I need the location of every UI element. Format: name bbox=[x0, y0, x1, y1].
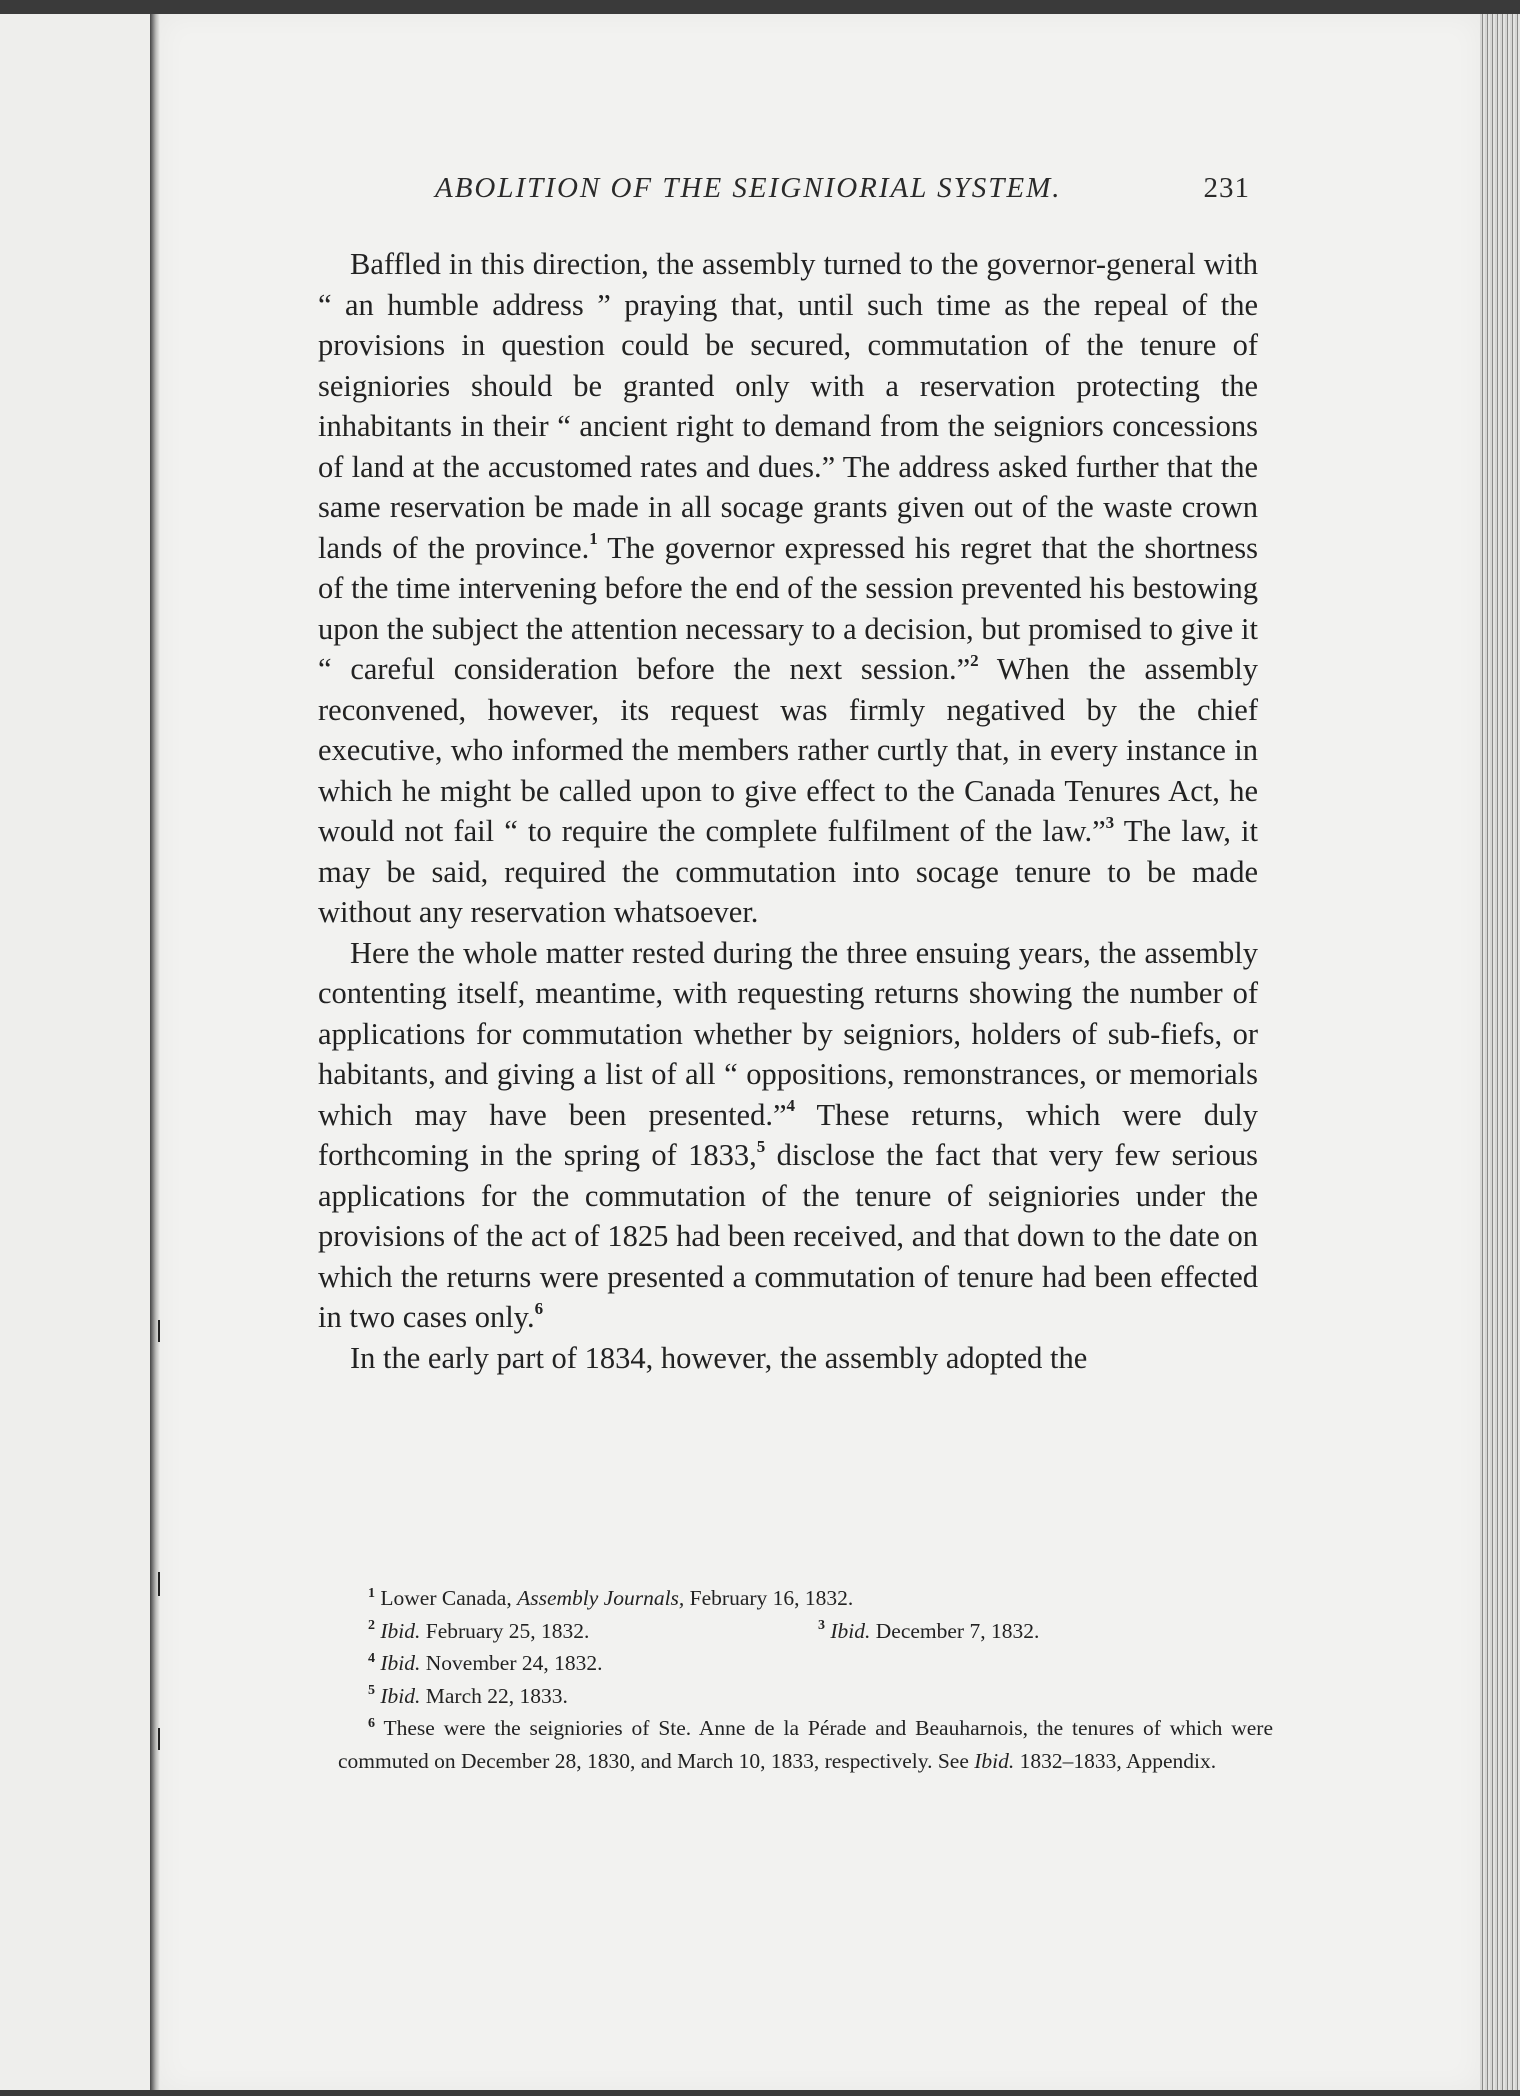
footnote-italic: Ibid. bbox=[380, 1618, 421, 1643]
footnote-italic: Ibid. bbox=[974, 1748, 1015, 1773]
footnote-text: December 7, 1832. bbox=[870, 1618, 1040, 1643]
footnote-text: 1832–1833, Appendix. bbox=[1014, 1748, 1217, 1773]
page-edges bbox=[1480, 14, 1520, 2090]
footnote-text: Lower Canada, bbox=[375, 1586, 518, 1610]
running-head bbox=[435, 172, 1250, 205]
footnote-italic: Assembly Journals, bbox=[517, 1586, 685, 1610]
footnote-italic: Ibid. bbox=[380, 1651, 421, 1675]
sentence: Here the whole matter rested during the three ensuing years, the assembly contenting itself, meantime, with requesting returns showing the number of applications for commutation whether by seigniors, holders of sub-fiefs, or habitants, and giving a list of all “ oppositions, remonstrances, or memorials which may have been presented.” bbox=[318, 935, 1258, 1132]
paragraph bbox=[318, 244, 1258, 933]
footnote-number: 1 bbox=[368, 1585, 375, 1601]
sentence: The law, it may be said, required the commutation into socage tenure to be made without any reservation whatsoever. bbox=[318, 814, 1258, 929]
sentence: When the assembly reconvened, however, its request was firmly negatived by the chief executive, who informed the members rather curtly that, in every instance in which he might be called upon to give effect to the Canada Tenures Act, he would not fail “ to require the complete fulfilment of the law.” bbox=[318, 652, 1258, 848]
footnote-number: 4 bbox=[368, 1650, 375, 1666]
footnote-text: November 24, 1832. bbox=[420, 1651, 603, 1675]
sentence: These returns, which were duly forthcoming in the spring of 1833, bbox=[318, 1097, 1258, 1172]
footnotes bbox=[338, 1582, 1273, 1777]
footnote bbox=[338, 1680, 1273, 1713]
footnote bbox=[338, 1615, 788, 1648]
sentence: In the early part of 1834, however, the assembly adopted the bbox=[350, 1340, 1088, 1375]
paragraph bbox=[318, 1338, 1258, 1379]
footnote-text: March 22, 1833. bbox=[420, 1683, 568, 1708]
sentence: Baffled in this direction, the assembly turned to the governor-general with “ an humble address ” praying that, until such time as the repeal of the provisions in question could be secured, commutation of the tenure of seigniories should be granted only with a reservation protecting the inhabitants in their “ ancient right to demand from the seigniors concessions of land at the accustomed rates and dues.” The address asked further that the same reservation be made in all socage grants given out of the waste crown lands of the province. bbox=[318, 247, 1258, 565]
footnote bbox=[338, 1712, 1273, 1777]
body-text bbox=[318, 244, 1258, 1378]
footnote-ref: 5 bbox=[756, 1136, 766, 1156]
footnote-italic: Ibid. bbox=[380, 1683, 421, 1708]
footnote bbox=[338, 1647, 1273, 1680]
book-gutter bbox=[150, 14, 160, 2090]
paragraph bbox=[318, 933, 1258, 1338]
running-head-title: ABOLITION OF THE SEIGNIORIAL SYSTEM. bbox=[435, 172, 1062, 204]
footnote-number: 6 bbox=[368, 1715, 375, 1731]
sentence: disclose the fact that very few serious applications for the commutation of the tenure of seigniories under the provisions of the act of 1825 had been received, and that down to the date on which the returns were presented a commutation of tenure had been effected in two cases only. bbox=[318, 1138, 1258, 1334]
left-page-edge bbox=[0, 14, 152, 2090]
sentence: The governor expressed his regret that the shortness of the time intervening before the end of the session prevented his bestowing upon the subject the attention necessary to a decision, but promised to give it “ careful consideration before the next session.” bbox=[318, 530, 1258, 686]
footnote-text: February 16, 1832. bbox=[684, 1586, 854, 1610]
footnote-italic: Ibid. bbox=[830, 1618, 871, 1643]
footnote bbox=[788, 1615, 1238, 1648]
page-number: 231 bbox=[1203, 172, 1250, 204]
footnote-ref: 6 bbox=[534, 1298, 544, 1318]
footnote-ref: 1 bbox=[589, 529, 598, 549]
footnote-ref: 4 bbox=[786, 1096, 796, 1116]
footnote-number: 3 bbox=[818, 1618, 825, 1634]
footnote-ref: 2 bbox=[970, 650, 979, 670]
footnote-number: 2 bbox=[368, 1618, 375, 1634]
footnote bbox=[338, 1582, 1273, 1615]
footnote-text: These were the seigniories of Ste. Anne de la Pérade and Beauharnois, the tenures of which were commuted on December 28, 1830, and March 10, 1833, respectively. See bbox=[338, 1716, 1273, 1773]
footnote-text: February 25, 1832. bbox=[420, 1618, 590, 1643]
footnote-ref: 3 bbox=[1105, 812, 1115, 832]
footnote-number: 5 bbox=[368, 1683, 375, 1699]
footnote-row bbox=[338, 1615, 1273, 1648]
